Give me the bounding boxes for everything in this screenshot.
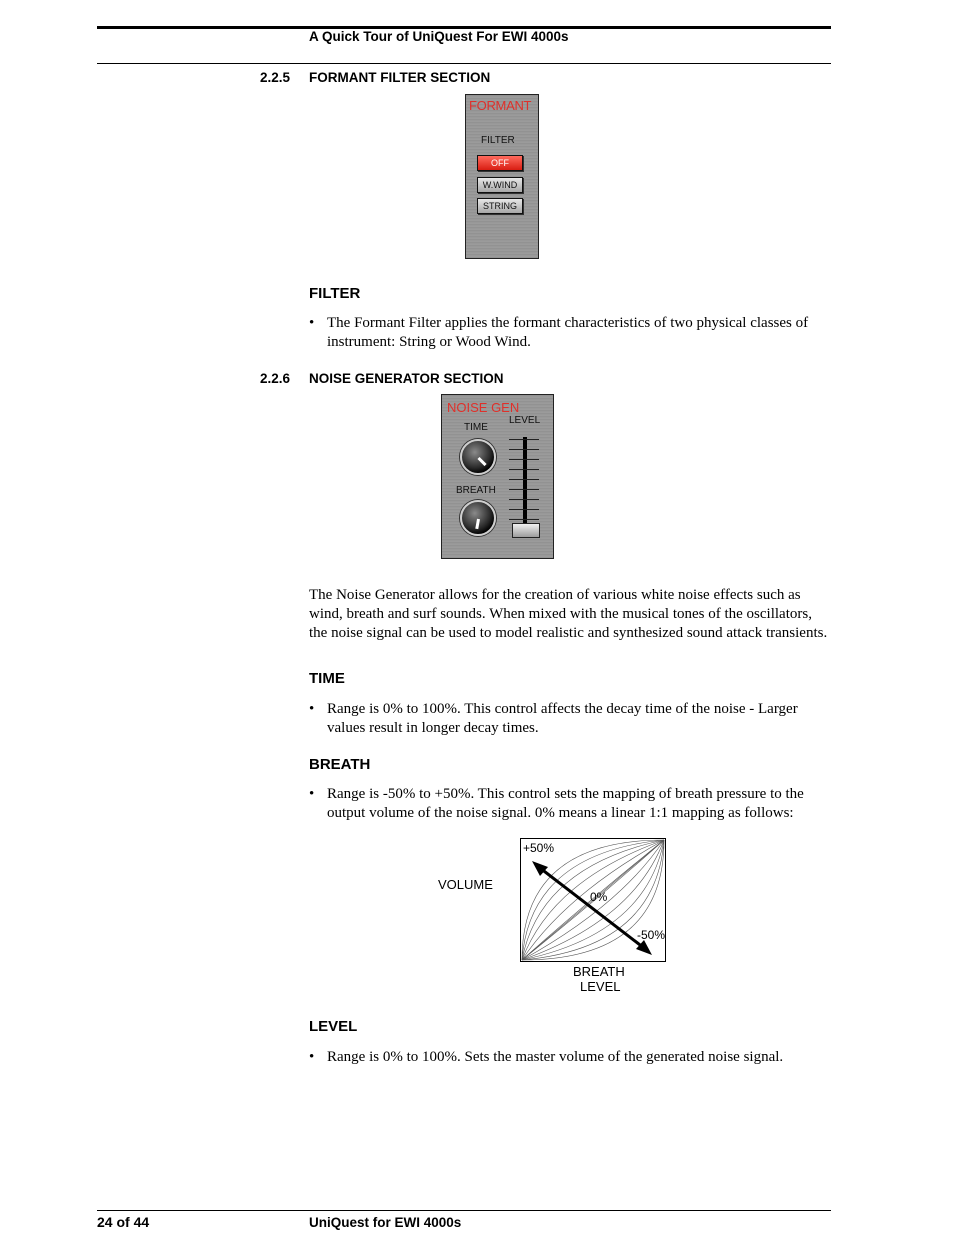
formant-panel-title: FORMANT <box>469 98 532 113</box>
breath-mapping-graph <box>520 838 666 962</box>
graph-mid-label: 0% <box>590 890 608 904</box>
graph-y-label: VOLUME <box>438 877 493 892</box>
section-number: 2.2.6 <box>260 371 291 386</box>
breath-subhead: BREATH <box>309 756 371 773</box>
graph-x-label-1: BREATH <box>573 964 625 979</box>
level-subhead: LEVEL <box>309 1018 358 1035</box>
bullet-icon: • <box>309 701 315 717</box>
footer-title: UniQuest for EWI 4000s <box>309 1215 462 1230</box>
bullet-icon: • <box>309 786 315 802</box>
level-tick <box>509 519 539 520</box>
level-tick <box>509 469 539 470</box>
section-title: FORMANT FILTER SECTION <box>309 70 491 85</box>
graph-x-label-2: LEVEL <box>580 979 621 994</box>
time-bullet-text: Range is 0% to 100%. This control affects the decay time of the noise - Larger values result in longer decay times. <box>327 701 798 736</box>
filter-bullet <box>309 314 831 352</box>
breath-bullet <box>309 785 831 823</box>
graph-bottom-label: -50% <box>637 928 666 942</box>
filter-label: FILTER <box>481 135 515 146</box>
bullet-icon: • <box>309 315 315 331</box>
graph-top-label: +50% <box>523 841 555 855</box>
footer-page-number: 24 of 44 <box>97 1214 150 1230</box>
level-tick <box>509 479 539 480</box>
header-title: A Quick Tour of UniQuest For EWI 4000s <box>309 29 569 44</box>
filter-subhead: FILTER <box>309 285 361 302</box>
noise-panel-title: NOISE GEN <box>447 400 520 415</box>
level-tick <box>509 439 539 440</box>
header-divider <box>97 63 831 64</box>
level-tick <box>509 459 539 460</box>
breath-label: BREATH <box>456 485 496 496</box>
level-tick <box>509 449 539 450</box>
filter-string-button[interactable]: STRING <box>477 198 523 214</box>
level-bullet <box>309 1048 831 1067</box>
time-knob[interactable] <box>460 439 496 475</box>
breath-knob[interactable] <box>460 500 496 536</box>
time-label: TIME <box>464 422 488 433</box>
bullet-icon: • <box>309 1049 315 1065</box>
filter-off-button[interactable]: OFF <box>477 155 523 171</box>
breath-bullet-text: Range is -50% to +50%. This control sets the mapping of breath pressure to the output volume of the noise signal. 0% means a linear 1:1 mapping as follows: <box>327 786 804 821</box>
filter-wwind-button[interactable]: W.WIND <box>477 177 523 193</box>
level-tick <box>509 499 539 500</box>
noise-gen-panel <box>441 394 554 559</box>
formant-panel <box>465 94 539 259</box>
time-bullet <box>309 700 831 738</box>
level-slider-thumb[interactable] <box>512 523 540 538</box>
noise-intro-paragraph: The Noise Generator allows for the creation of various white noise effects such as wind, breath and surf sounds. When mixed with the musical tones of the oscillators, the noise signal can be used to model realistic and synthesized sound attack transients. <box>309 587 828 641</box>
footer-divider <box>97 1210 831 1211</box>
level-bullet-text: Range is 0% to 100%. Sets the master volume of the generated noise signal. <box>327 1049 784 1065</box>
section-number: 2.2.5 <box>260 70 291 85</box>
section-title: NOISE GENERATOR SECTION <box>309 371 504 386</box>
time-subhead: TIME <box>309 670 345 687</box>
level-label: LEVEL <box>509 415 541 426</box>
filter-bullet-text: The Formant Filter applies the formant characteristics of two physical classes of instrument: String or Wood Wind. <box>327 315 809 350</box>
level-tick <box>509 509 539 510</box>
level-tick <box>509 489 539 490</box>
